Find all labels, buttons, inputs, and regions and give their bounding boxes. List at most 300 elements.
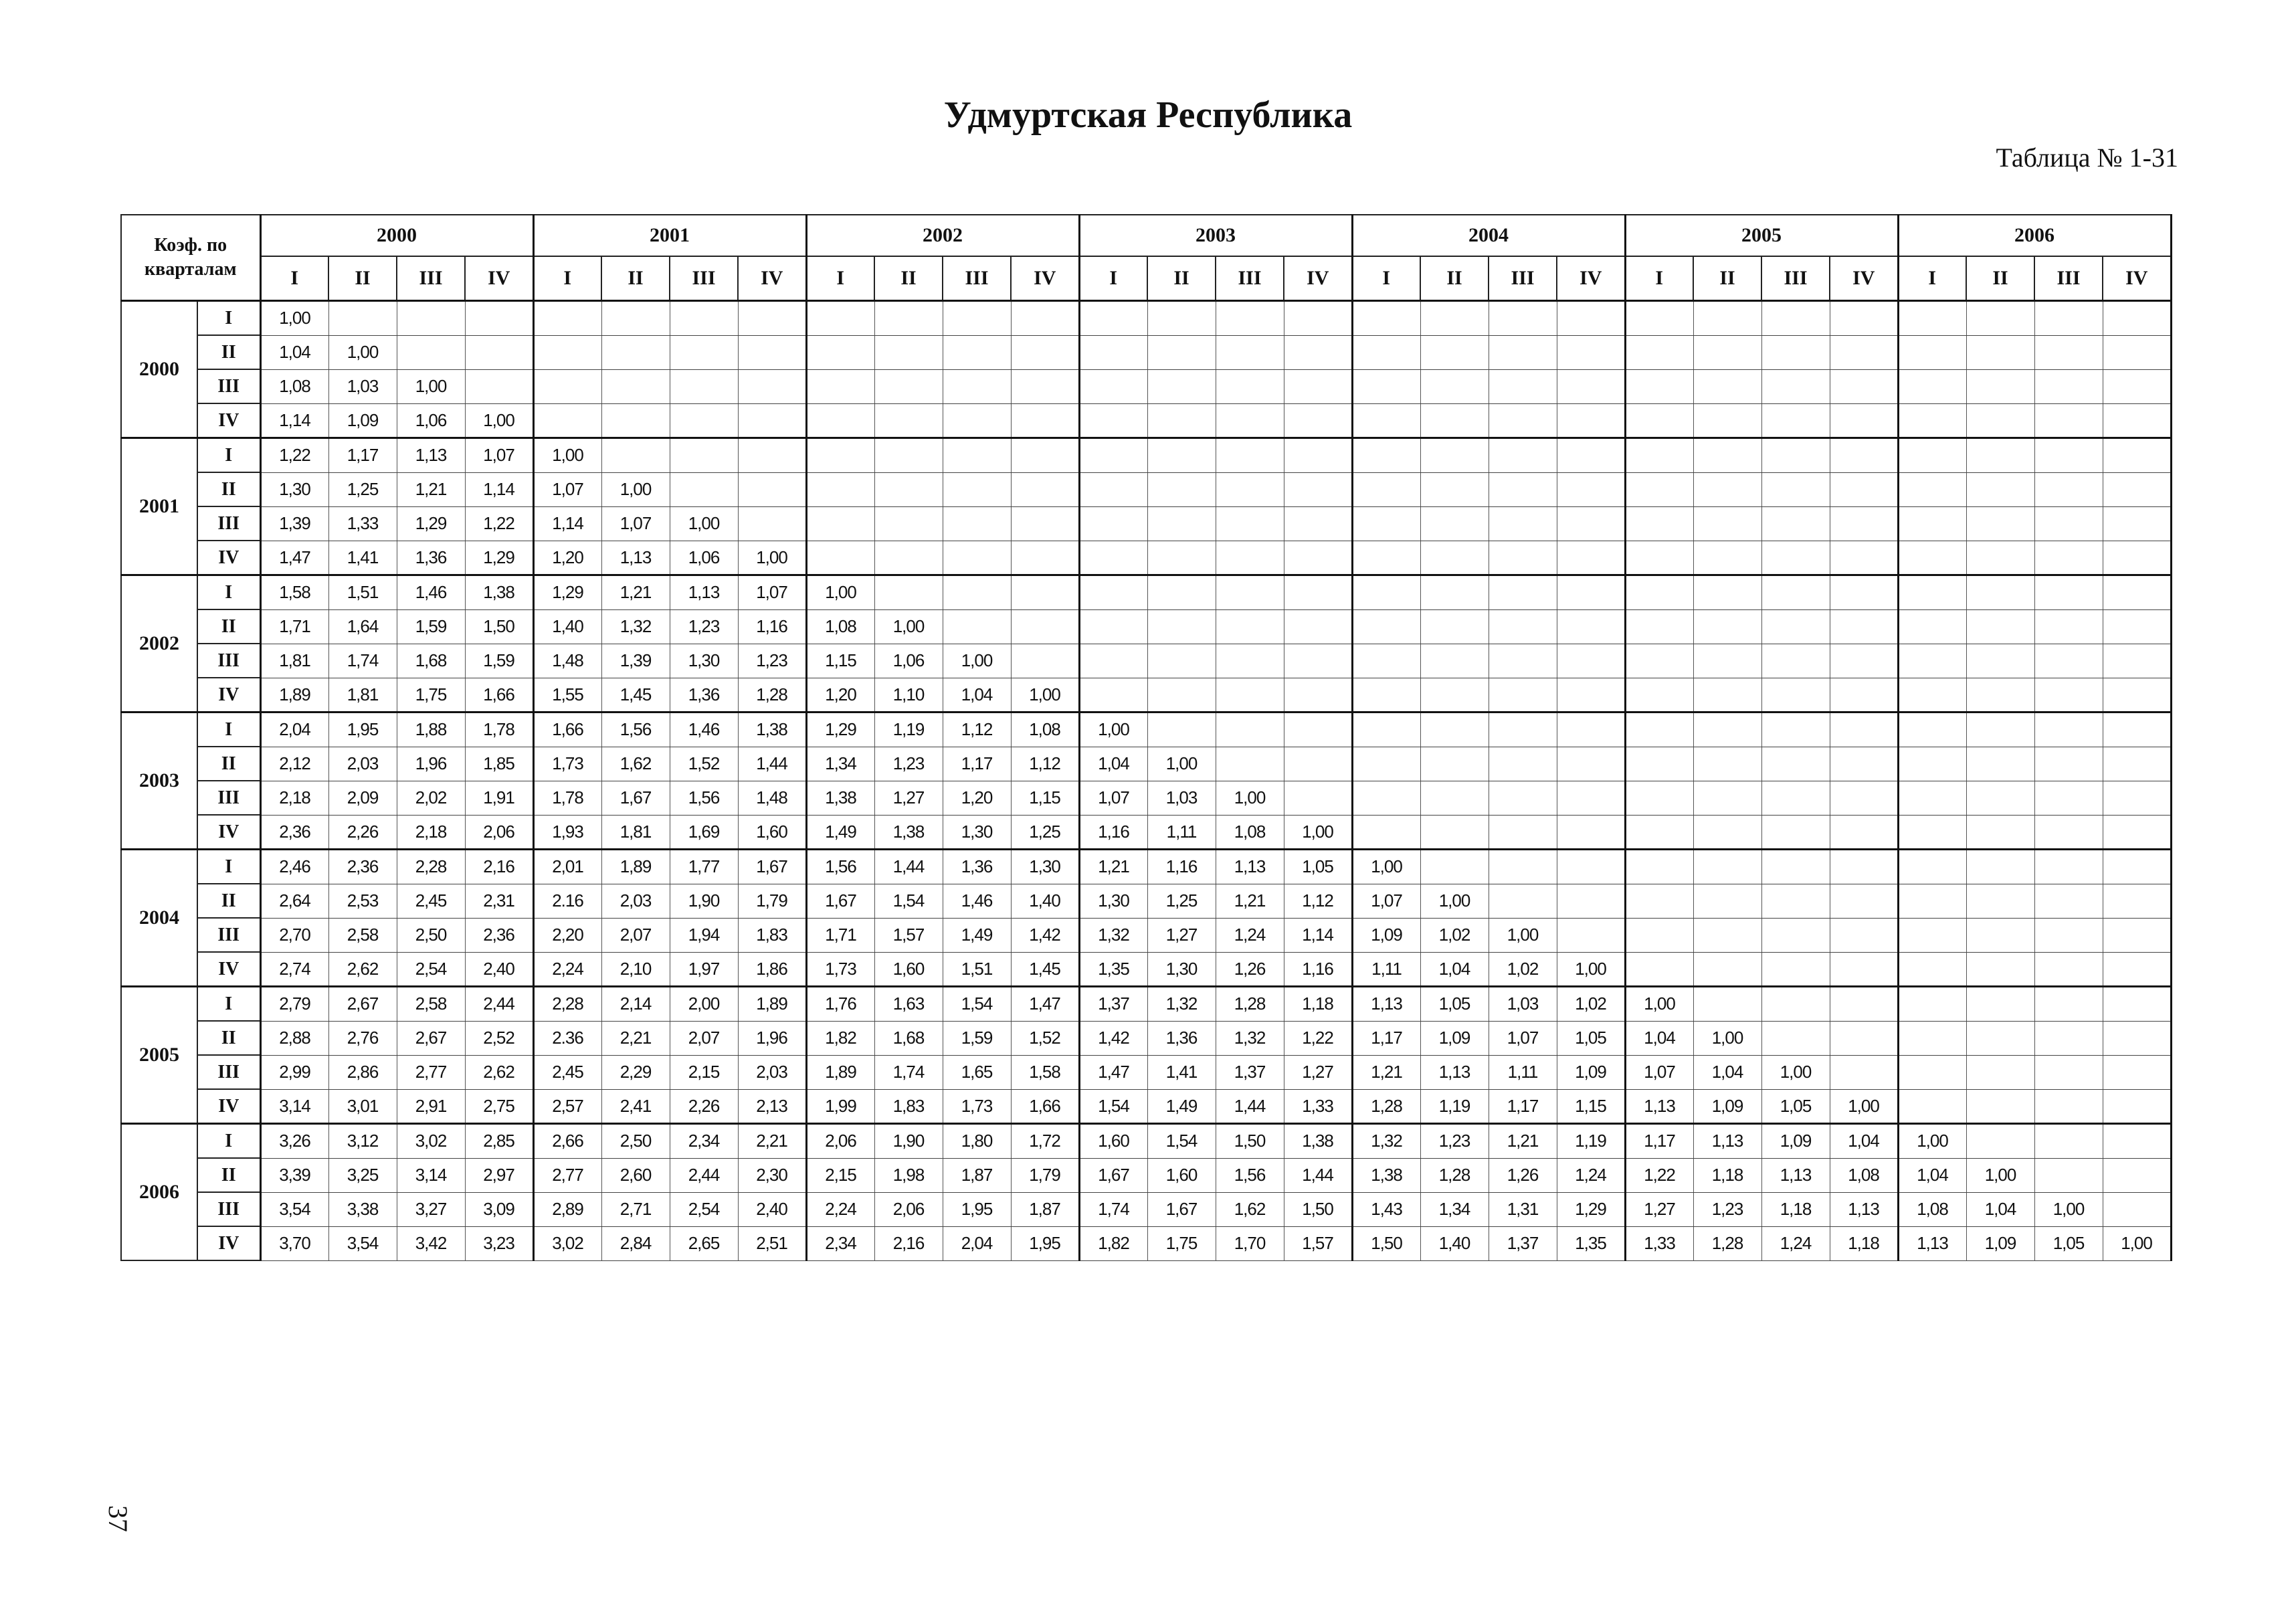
table-row (121, 575, 2171, 610)
header-quarter: IV (1830, 256, 1898, 301)
table-cell: 1,90 (874, 1124, 943, 1159)
table-cell: 2,75 (465, 1089, 533, 1124)
table-cell (1489, 541, 1557, 575)
table-cell: 2,40 (465, 952, 533, 987)
table-cell: 1,06 (397, 403, 465, 438)
table-cell (2103, 987, 2171, 1022)
table-cell (1147, 541, 1216, 575)
table-cell (1079, 506, 1147, 541)
table-cell: 1,37 (1079, 987, 1147, 1022)
table-cell: 1,56 (806, 850, 874, 884)
table-cell: 1,07 (465, 438, 533, 473)
table-cell (943, 506, 1011, 541)
table-cell (2034, 815, 2103, 850)
table-cell: 2,51 (738, 1226, 806, 1260)
header-quarter: III (943, 256, 1011, 301)
table-cell: 1,96 (738, 1021, 806, 1055)
table-cell: 1,36 (1147, 1021, 1216, 1055)
corner-label-line2: кварталам (144, 259, 237, 280)
table-cell: 2,03 (601, 884, 670, 918)
table-cell: 1,67 (1079, 1158, 1147, 1192)
table-cell: 2,67 (397, 1021, 465, 1055)
table-cell: 1,26 (1216, 952, 1284, 987)
table-cell: 1,82 (806, 1021, 874, 1055)
table-cell (2034, 1021, 2103, 1055)
table-row (121, 884, 2171, 918)
table-cell (670, 301, 738, 336)
table-cell (1761, 1021, 1830, 1055)
table-row (121, 369, 2171, 403)
table-cell: 1,11 (1489, 1055, 1557, 1089)
table-cell: 1,52 (1011, 1021, 1079, 1055)
table-cell: 1,08 (1830, 1158, 1898, 1192)
table-row (121, 1055, 2171, 1089)
table-cell: 1,80 (943, 1124, 1011, 1159)
table-cell: 1,00 (1216, 781, 1284, 815)
table-cell (1966, 335, 2034, 369)
table-cell: 1,46 (670, 712, 738, 747)
row-quarter-label: IV (197, 815, 260, 850)
table-cell (1557, 644, 1625, 678)
table-cell (1557, 609, 1625, 644)
table-cell (2103, 644, 2171, 678)
table-cell: 1,00 (1625, 987, 1693, 1022)
table-cell: 1,31 (1489, 1192, 1557, 1226)
table-cell: 1,24 (1216, 918, 1284, 952)
table-cell (1830, 781, 1898, 815)
table-cell: 2,15 (670, 1055, 738, 1089)
table-cell: 2,14 (601, 987, 670, 1022)
row-year-label: 2006 (121, 1124, 197, 1261)
table-cell: 1,05 (1761, 1089, 1830, 1124)
table-cell (738, 403, 806, 438)
table-cell (2034, 884, 2103, 918)
table-cell: 1,38 (1352, 1158, 1420, 1192)
table-cell (2034, 609, 2103, 644)
table-cell (1489, 609, 1557, 644)
table-cell: 1,30 (1079, 884, 1147, 918)
table-cell: 3,39 (260, 1158, 328, 1192)
table-cell (1216, 506, 1284, 541)
row-quarter-label: I (197, 1124, 260, 1159)
table-cell: 1,04 (1420, 952, 1489, 987)
row-year-label: 2000 (121, 301, 197, 438)
row-quarter-label: IV (197, 678, 260, 712)
table-cell: 1,81 (328, 678, 397, 712)
table-cell (1489, 747, 1557, 781)
table-cell: 1,20 (943, 781, 1011, 815)
table-cell: 1,02 (1489, 952, 1557, 987)
table-cell (1352, 575, 1420, 610)
table-row (121, 850, 2171, 884)
table-cell: 2,18 (260, 781, 328, 815)
table-cell (1761, 952, 1830, 987)
table-row (121, 678, 2171, 712)
table-cell (1352, 747, 1420, 781)
table-cell (1489, 438, 1557, 473)
table-cell (1489, 644, 1557, 678)
row-quarter-label: III (197, 644, 260, 678)
table-cell (1898, 747, 1966, 781)
table-cell: 1,78 (533, 781, 601, 815)
table-cell: 1,93 (533, 815, 601, 850)
table-cell: 1,21 (1352, 1055, 1420, 1089)
table-cell (533, 403, 601, 438)
table-cell (1830, 987, 1898, 1022)
table-cell: 1,49 (943, 918, 1011, 952)
table-cell (2103, 506, 2171, 541)
table-cell: 1,06 (670, 541, 738, 575)
table-cell (1830, 301, 1898, 336)
row-quarter-label: I (197, 438, 260, 473)
table-cell (1079, 301, 1147, 336)
table-cell (1761, 403, 1830, 438)
table-cell (1557, 815, 1625, 850)
table-cell (1761, 678, 1830, 712)
table-cell: 1,89 (738, 987, 806, 1022)
table-cell (2034, 644, 2103, 678)
table-cell (1830, 575, 1898, 610)
table-cell: 1,27 (874, 781, 943, 815)
table-cell (1284, 781, 1352, 815)
table-cell: 1,64 (328, 609, 397, 644)
table-cell: 1,36 (943, 850, 1011, 884)
table-cell (806, 438, 874, 473)
table-cell (1898, 850, 1966, 884)
table-cell (1420, 575, 1489, 610)
table-cell (874, 335, 943, 369)
table-cell (1830, 335, 1898, 369)
table-cell: 1,83 (738, 918, 806, 952)
table-cell: 1,05 (1284, 850, 1352, 884)
table-cell (2103, 1124, 2171, 1159)
table-cell: 2,57 (533, 1089, 601, 1124)
table-cell (1011, 609, 1079, 644)
row-quarter-label: IV (197, 952, 260, 987)
header-quarter: IV (738, 256, 806, 301)
table-cell (943, 438, 1011, 473)
table-cell (1830, 472, 1898, 506)
table-cell: 3,38 (328, 1192, 397, 1226)
table-cell (1898, 918, 1966, 952)
table-cell (1284, 403, 1352, 438)
table-cell (1625, 644, 1693, 678)
table-cell: 2,26 (328, 815, 397, 850)
table-cell: 1,04 (260, 335, 328, 369)
table-cell: 1,18 (1830, 1226, 1898, 1260)
table-cell (1284, 472, 1352, 506)
table-cell (1011, 541, 1079, 575)
corner-label-line1: Коэф. по (154, 235, 227, 256)
table-cell: 1,60 (738, 815, 806, 850)
table-cell: 1,66 (533, 712, 601, 747)
table-cell: 2,66 (533, 1124, 601, 1159)
table-cell (465, 301, 533, 336)
table-cell (601, 369, 670, 403)
table-cell (1966, 575, 2034, 610)
table-cell (1147, 506, 1216, 541)
table-cell: 1,73 (806, 952, 874, 987)
table-cell (1079, 369, 1147, 403)
table-cell (1216, 575, 1284, 610)
row-quarter-label: I (197, 301, 260, 336)
table-cell (1761, 609, 1830, 644)
table-row (121, 987, 2171, 1022)
table-cell: 1,02 (1420, 918, 1489, 952)
table-cell: 1,10 (874, 678, 943, 712)
table-cell: 1,28 (1352, 1089, 1420, 1124)
table-cell (943, 609, 1011, 644)
table-cell: 1,55 (533, 678, 601, 712)
table-cell: 3,25 (328, 1158, 397, 1192)
table-cell (943, 575, 1011, 610)
table-cell (1966, 678, 2034, 712)
table-cell (1693, 472, 1761, 506)
table-cell (738, 335, 806, 369)
table-cell (1625, 747, 1693, 781)
table-cell (1761, 747, 1830, 781)
header-year-3: 2003 (1079, 215, 1352, 256)
table-cell: 1,37 (1489, 1226, 1557, 1260)
table-number: Таблица № 1-31 (1996, 142, 2178, 173)
table-cell: 2,62 (465, 1055, 533, 1089)
table-cell: 2,44 (670, 1158, 738, 1192)
table-cell: 1,83 (874, 1089, 943, 1124)
table-cell (1625, 541, 1693, 575)
table-cell (1625, 335, 1693, 369)
table-cell (1489, 678, 1557, 712)
table-cell: 1,09 (328, 403, 397, 438)
header-quarter: I (1352, 256, 1420, 301)
table-cell (1147, 369, 1216, 403)
table-cell (1761, 369, 1830, 403)
table-cell: 2,84 (601, 1226, 670, 1260)
table-cell (1079, 609, 1147, 644)
table-cell (1557, 472, 1625, 506)
table-cell (806, 369, 874, 403)
table-cell (1284, 609, 1352, 644)
table-cell (1557, 781, 1625, 815)
table-cell (1352, 335, 1420, 369)
table-cell (2103, 609, 2171, 644)
row-quarter-label: IV (197, 1226, 260, 1260)
table-cell (1966, 403, 2034, 438)
table-cell (2034, 335, 2103, 369)
table-cell (1011, 644, 1079, 678)
table-cell: 1,25 (1011, 815, 1079, 850)
table-row (121, 403, 2171, 438)
table-cell (1352, 438, 1420, 473)
table-cell: 1,11 (1352, 952, 1420, 987)
table-cell: 1,81 (260, 644, 328, 678)
table-cell: 3,54 (328, 1226, 397, 1260)
table-cell: 1,99 (806, 1089, 874, 1124)
table-cell: 1,38 (738, 712, 806, 747)
table-cell: 2,77 (397, 1055, 465, 1089)
table-cell: 1,23 (738, 644, 806, 678)
table-cell (1420, 850, 1489, 884)
table-cell (1898, 369, 1966, 403)
table-cell: 1,66 (465, 678, 533, 712)
table-cell (533, 335, 601, 369)
table-cell: 1,85 (465, 747, 533, 781)
table-cell: 1,59 (397, 609, 465, 644)
table-cell: 1,03 (328, 369, 397, 403)
table-cell: 1,28 (1216, 987, 1284, 1022)
table-cell (1625, 472, 1693, 506)
table-cell: 1,27 (1284, 1055, 1352, 1089)
table-row (121, 1192, 2171, 1226)
table-cell (2034, 781, 2103, 815)
table-cell (1557, 541, 1625, 575)
header-quarter: III (397, 256, 465, 301)
table-cell (1284, 747, 1352, 781)
header-quarter: III (2034, 256, 2103, 301)
table-cell (806, 403, 874, 438)
table-cell (1216, 541, 1284, 575)
header-quarter: I (1898, 256, 1966, 301)
table-cell: 1,68 (874, 1021, 943, 1055)
table-cell: 3,26 (260, 1124, 328, 1159)
table-cell: 1,14 (260, 403, 328, 438)
table-cell (1761, 918, 1830, 952)
table-cell (1830, 438, 1898, 473)
table-cell: 1,07 (533, 472, 601, 506)
row-quarter-label: II (197, 884, 260, 918)
table-cell: 3,02 (533, 1226, 601, 1260)
table-cell: 1,81 (601, 815, 670, 850)
table-cell (601, 403, 670, 438)
table-cell (1352, 403, 1420, 438)
header-quarter: IV (1284, 256, 1352, 301)
table-row (121, 781, 2171, 815)
table-cell: 1,05 (1420, 987, 1489, 1022)
table-cell: 2,07 (601, 918, 670, 952)
table-cell (1898, 541, 1966, 575)
table-cell: 2,54 (670, 1192, 738, 1226)
table-cell (1557, 369, 1625, 403)
table-cell: 1,51 (943, 952, 1011, 987)
table-cell: 1,13 (1420, 1055, 1489, 1089)
table-cell (1079, 472, 1147, 506)
table-cell (1420, 541, 1489, 575)
table-cell (2103, 952, 2171, 987)
table-cell: 1,17 (1489, 1089, 1557, 1124)
table-cell (1625, 918, 1693, 952)
table-cell (1011, 506, 1079, 541)
table-cell: 1,17 (943, 747, 1011, 781)
table-cell: 1,48 (738, 781, 806, 815)
table-cell: 2,20 (533, 918, 601, 952)
table-cell (1830, 403, 1898, 438)
table-cell: 1,30 (670, 644, 738, 678)
table-cell: 2,30 (738, 1158, 806, 1192)
table-cell: 1,09 (1420, 1021, 1489, 1055)
table-cell: 1,69 (670, 815, 738, 850)
table-cell: 1,07 (1625, 1055, 1693, 1089)
table-cell (1216, 403, 1284, 438)
table-cell: 1,16 (1147, 850, 1216, 884)
table-cell: 2,86 (328, 1055, 397, 1089)
table-cell: 2,12 (260, 747, 328, 781)
table-cell (1898, 506, 1966, 541)
table-cell: 3,27 (397, 1192, 465, 1226)
table-cell (1625, 884, 1693, 918)
table-cell: 1,00 (1557, 952, 1625, 987)
row-quarter-label: III (197, 369, 260, 403)
table-cell: 1,15 (1557, 1089, 1625, 1124)
table-cell (1761, 575, 1830, 610)
table-cell: 1,14 (533, 506, 601, 541)
table-cell (806, 472, 874, 506)
table-cell (1284, 575, 1352, 610)
table-cell (943, 369, 1011, 403)
table-cell (1625, 609, 1693, 644)
table-cell: 1,27 (1147, 918, 1216, 952)
table-cell: 1,47 (1079, 1055, 1147, 1089)
table-cell: 1,29 (533, 575, 601, 610)
table-cell (874, 403, 943, 438)
header-quarter: IV (2103, 256, 2171, 301)
table-cell: 2,24 (533, 952, 601, 987)
table-cell: 1,47 (1011, 987, 1079, 1022)
table-cell: 1,56 (670, 781, 738, 815)
table-cell (1011, 335, 1079, 369)
header-quarter: III (670, 256, 738, 301)
table-cell (1693, 438, 1761, 473)
table-cell: 1,06 (874, 644, 943, 678)
table-cell (670, 472, 738, 506)
table-cell: 2,03 (328, 747, 397, 781)
table-cell: 1,52 (670, 747, 738, 781)
table-cell (943, 335, 1011, 369)
table-cell (1761, 301, 1830, 336)
table-cell (1489, 335, 1557, 369)
page-title: Удмуртская Республика (943, 94, 1353, 136)
table-cell (738, 506, 806, 541)
table-cell (1489, 369, 1557, 403)
table-cell: 1,08 (806, 609, 874, 644)
header-year-5: 2005 (1625, 215, 1898, 256)
table-cell: 1,23 (1420, 1124, 1489, 1159)
table-cell: 1,00 (260, 301, 328, 336)
table-cell: 1,49 (806, 815, 874, 850)
table-cell: 1,22 (465, 506, 533, 541)
table-cell: 2,04 (943, 1226, 1011, 1260)
table-cell (1693, 850, 1761, 884)
table-cell: 1,67 (1147, 1192, 1216, 1226)
table-cell: 1,40 (533, 609, 601, 644)
table-cell (1693, 952, 1761, 987)
table-cell (1966, 815, 2034, 850)
table-cell: 1,44 (1284, 1158, 1352, 1192)
header-year-0: 2000 (260, 215, 533, 256)
table-cell (1147, 678, 1216, 712)
table-cell: 1,89 (806, 1055, 874, 1089)
table-cell: 2,36 (260, 815, 328, 850)
table-cell (2103, 1192, 2171, 1226)
table-cell: 2,06 (465, 815, 533, 850)
table-cell: 1,00 (601, 472, 670, 506)
table-cell: 1,04 (1966, 1192, 2034, 1226)
table-cell (1966, 644, 2034, 678)
table-cell: 1,33 (328, 506, 397, 541)
table-cell (1352, 541, 1420, 575)
table-cell: 1,00 (874, 609, 943, 644)
table-cell (1898, 609, 1966, 644)
table-cell (1352, 369, 1420, 403)
row-quarter-label: II (197, 747, 260, 781)
